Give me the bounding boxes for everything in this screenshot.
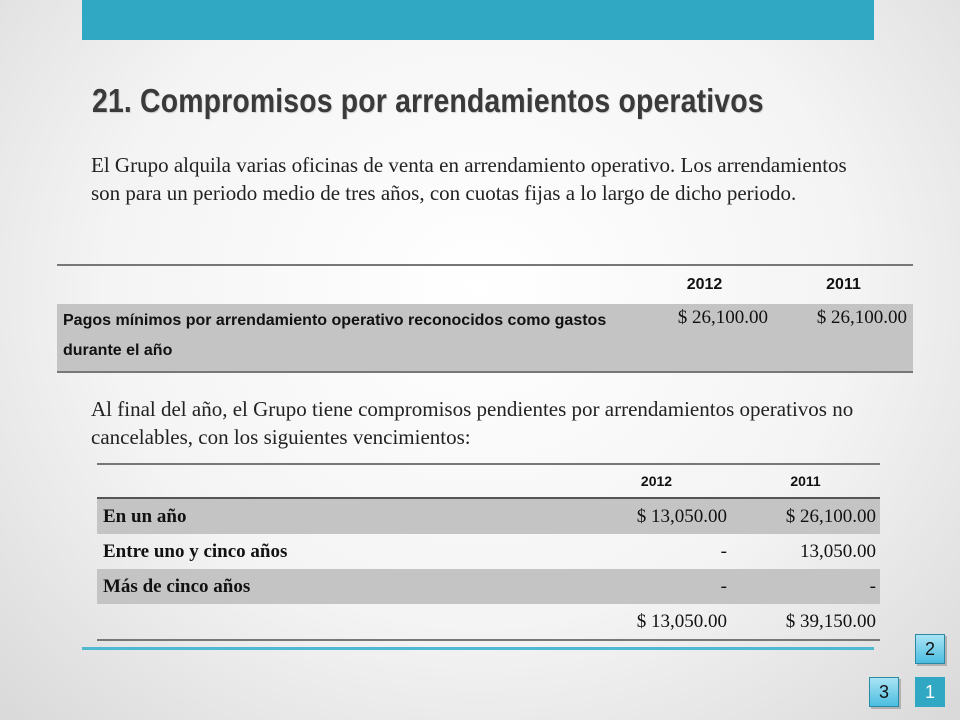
row-label: Más de cinco años [97,569,582,604]
row-label: En un año [97,498,582,534]
nav-button-1[interactable]: 1 [915,677,945,707]
total-row [97,604,880,640]
value-2012: - [582,569,731,604]
value-2011: - [731,569,880,604]
row-label: Pagos mínimos por arrendamiento operativo reconocidos como gastos durante el año [57,304,635,372]
value-2012: $ 13,050.00 [582,498,731,534]
value-2012: - [720,540,727,562]
maturity-table [97,463,880,641]
header-2011: 2011 [774,265,913,304]
header-blank [97,464,582,498]
nav-button-2[interactable]: 2 [915,634,945,664]
slide-title: 21. Compromisos por arrendamientos operativos [92,82,764,119]
value-2011: $ 26,100.00 [731,498,880,534]
header-blank [57,265,635,304]
intro-paragraph: El Grupo alquila varias oficinas de venta en arrendamiento operativo. Los arrendamientos son para un periodo medio de tres años, con cuotas fijas a lo largo de dicho periodo. [91,153,847,205]
header-2012: 2012 [582,464,731,498]
expense-table [57,264,913,373]
top-accent-bar [82,0,874,40]
header-2011: 2011 [731,464,880,498]
commitments-paragraph: Al final del año, el Grupo tiene compromisos pendientes por arrendamientos operativos no cancelables, con los siguientes vencimientos: [91,397,854,449]
value-2012: $ 26,100.00 [635,304,774,372]
row-label: Entre uno y cinco años [103,540,288,562]
expense-table-header [57,265,913,304]
total-2012: $ 13,050.00 [582,604,731,640]
table-row [57,304,913,372]
maturity-table-header [97,464,880,498]
value-2011: 13,050.00 [800,540,876,562]
header-2012: 2012 [635,265,774,304]
total-2011: $ 39,150.00 [731,604,880,640]
value-2011: $ 26,100.00 [774,304,913,372]
bottom-divider [82,647,874,650]
nav-button-3[interactable]: 3 [869,677,899,707]
table-row [97,569,880,604]
total-label [97,604,582,640]
table-row [97,534,880,569]
table-row [97,498,880,534]
